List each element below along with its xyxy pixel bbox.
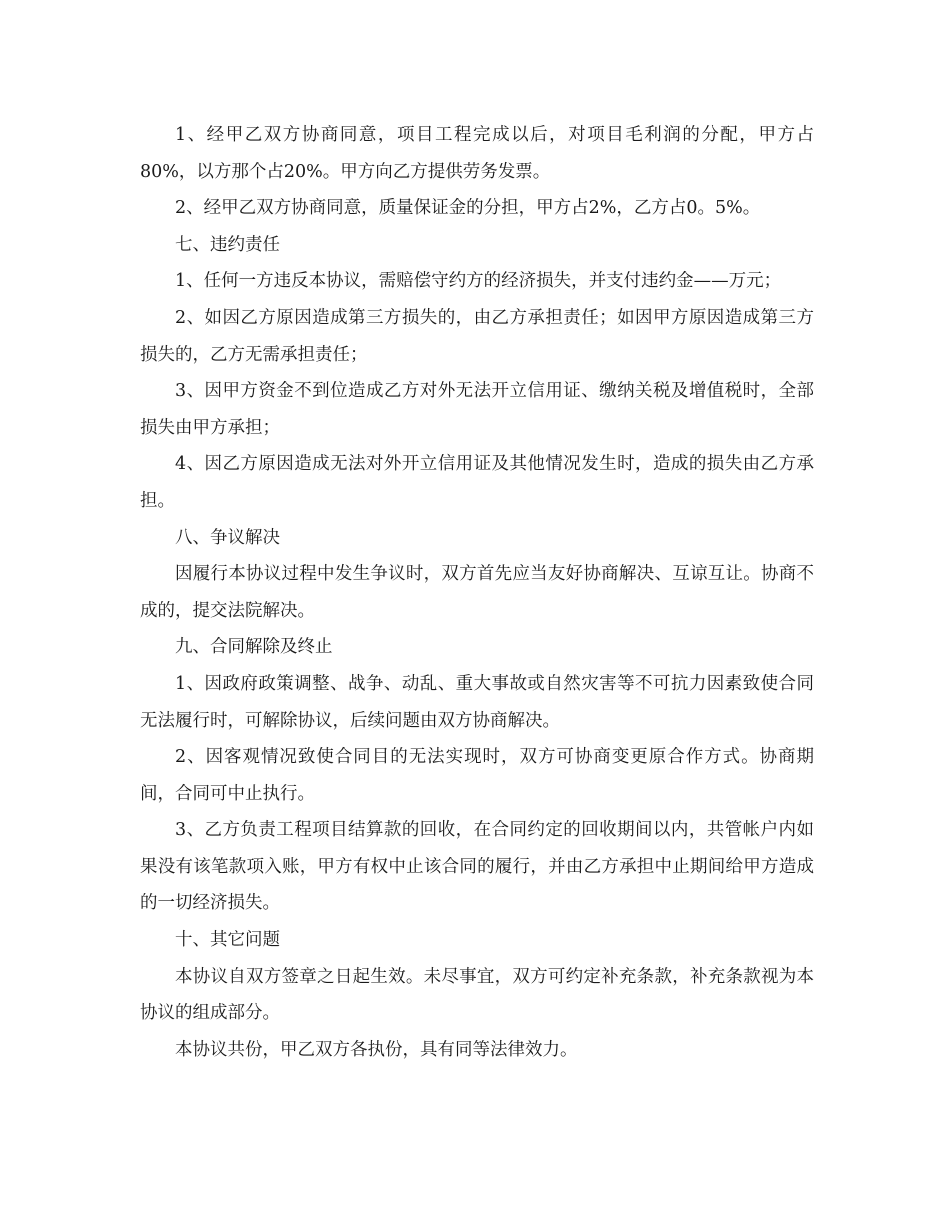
clause-breach-3: 3、因甲方资金不到位造成乙方对外无法开立信用证、缴纳关税及增值税时，全部损失由甲方承担； [140, 381, 814, 438]
section-heading-dispute: 八、争议解决 [175, 527, 280, 548]
clause-termination-1: 1、因政府政策调整、战争、动乱、重大事故或自然灾害等不可抗力因素致使合同无法履行时，可解除协议，后续问题由双方协商解决。 [140, 673, 814, 731]
clause-termination-3: 3、乙方负责工程项目结算款的回收，在合同约定的回收期间以内，共管帐户内如果没有该笔款项入账，甲方有权中止该合同的履行，并由乙方承担中止期间给甲方造成的一切经济损失。 [140, 820, 814, 914]
clause-termination-2: 2、因客观情况致使合同目的无法实现时，双方可协商变更原合作方式。协商期间，合同可中止执行。 [140, 747, 814, 804]
clause-profit-distribution: 1、经甲乙双方协商同意，项目工程完成以后，对项目毛利润的分配，甲方占80%，以方那个占20%。甲方向乙方提供劳务发票。 [140, 125, 814, 182]
clause-dispute: 因履行本协议过程中发生争议时，双方首先应当友好协商解决、互谅互让。协商不成的，提交法院解决。 [140, 564, 814, 621]
clause-breach-2: 2、如因乙方原因造成第三方损失的，由乙方承担责任；如因甲方原因造成第三方损失的，乙方无需承担责任； [140, 307, 814, 365]
clause-other-copies: 本协议共份，甲乙双方各执份，具有同等法律效力。 [175, 1039, 578, 1060]
clause-other-effect: 本协议自双方签章之日起生效。未尽事宜，双方可约定补充条款，补充条款视为本协议的组成部分。 [140, 966, 814, 1024]
clause-breach-1: 1、任何一方违反本协议，需赔偿守约方的经济损失，并支付违约金——万元； [175, 271, 782, 292]
section-heading-other: 十、其它问题 [175, 930, 280, 951]
document-body [140, 117, 814, 1068]
clause-warranty-deposit: 2、经甲乙双方协商同意，质量保证金的分担，甲方占2%，乙方占0。5%。 [175, 198, 761, 219]
section-heading-termination: 九、合同解除及终止 [175, 637, 333, 658]
clause-breach-4: 4、因乙方原因造成无法对外开立信用证及其他情况发生时，造成的损失由乙方承担。 [140, 454, 814, 511]
section-heading-breach: 七、违约责任 [175, 234, 280, 255]
